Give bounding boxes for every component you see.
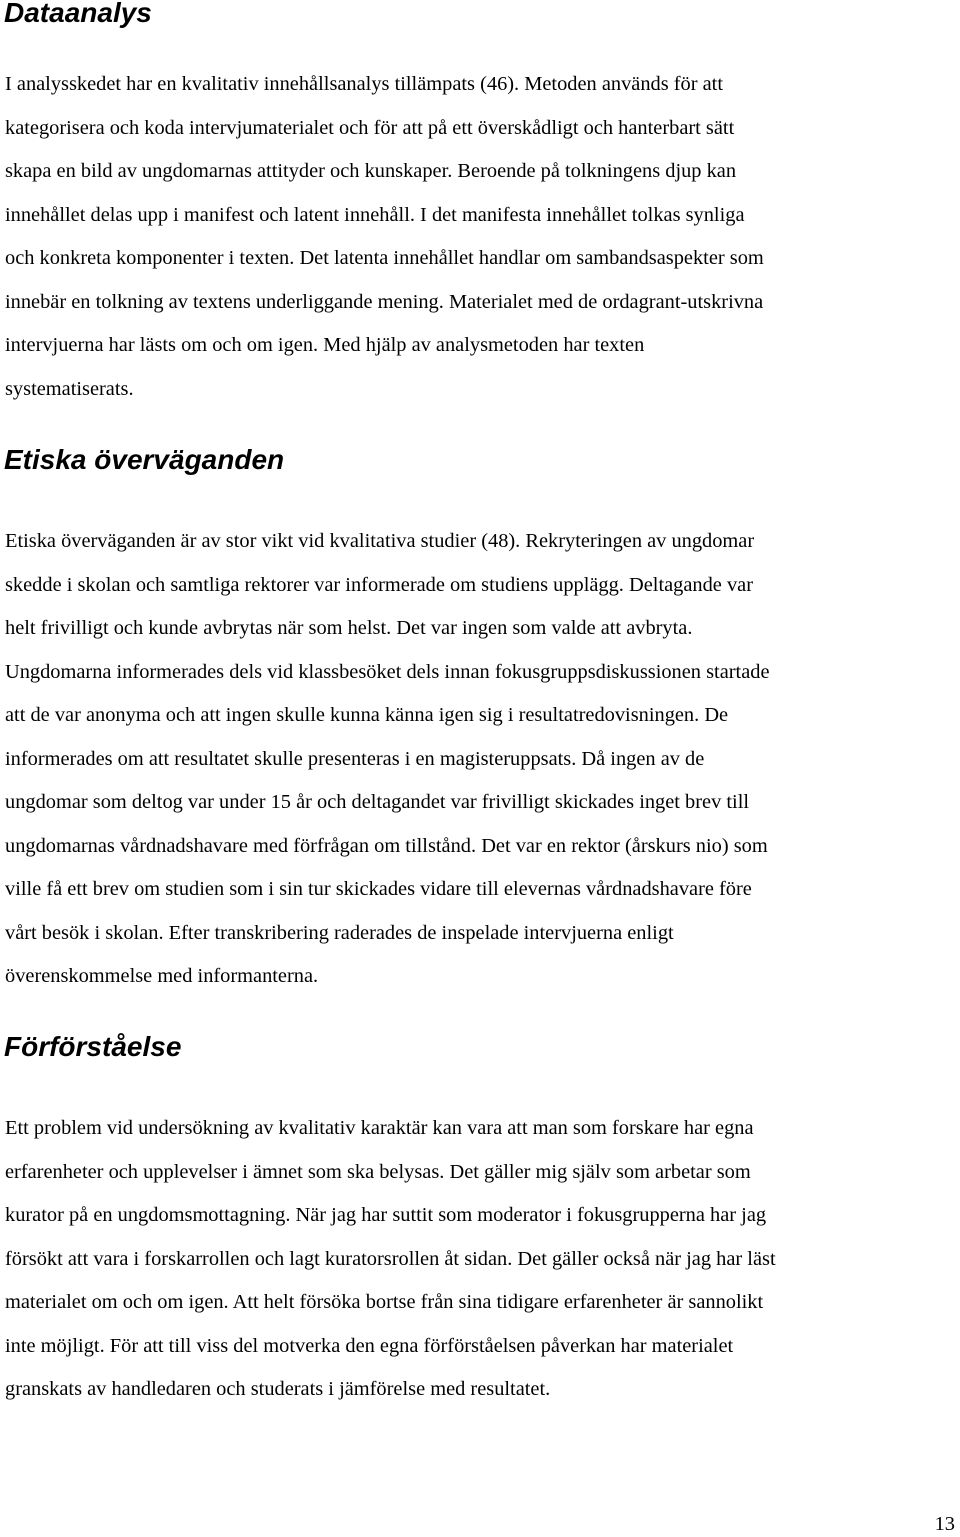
text-line: ungdomarnas vårdnadshavare med förfrågan om tillstånd. Det var en rektor (årskurs nio) som <box>5 834 768 857</box>
section-heading-dataanalys: Dataanalys <box>4 0 152 28</box>
text-line: intervjuerna har lästs om och om igen. Med hjälp av analysmetoden har texten <box>5 334 645 356</box>
page-number: 13 <box>934 1513 955 1535</box>
text-line: skapa en bild av ungdomarnas attityder och kunskaper. Beroende på tolkningens djup kan <box>5 160 737 182</box>
text-line: kategorisera och koda intervjumaterialet och för att på ett överskådligt och hanterbart sätt <box>5 116 735 139</box>
text-line: Etiska överväganden är av stor vikt vid kvalitativa studier (48). Rekryteringen av ungdomar <box>5 530 755 552</box>
section-paragraph-dataanalys <box>5 63 764 411</box>
text-line: informerades om att resultatet skulle presenteras i en magisteruppsats. Då ingen av de <box>5 747 705 770</box>
text-line: skedde i skolan och samtliga rektorer var informerade om studiens upplägg. Deltagande var <box>5 573 753 596</box>
text-line: innebär en tolkning av textens underliggande mening. Materialet med de ordagrant-utskrivna <box>5 290 764 313</box>
text-line: helt frivilligt och kunde avbrytas när som helst. Det var ingen som valde att avbryta. <box>5 617 693 639</box>
text-line: Ungdomarna informerades dels vid klassbesöket dels innan fokusgruppsdiskussionen startade <box>5 660 770 683</box>
section-heading-etiska-overvaganden: Etiska överväganden <box>4 444 285 475</box>
text-line: Ett problem vid undersökning av kvalitativ karaktär kan vara att man som forskare har egna <box>5 1117 754 1139</box>
text-line: erfarenheter och upplevelser i ämnet som ska belysas. Det gäller mig själv som arbetar som <box>5 1160 751 1183</box>
text-line: vårt besök i skolan. Efter transkribering raderades de inspelade intervjuerna enligt <box>5 921 674 944</box>
text-line: kurator på en ungdomsmottagning. När jag har suttit som moderator i fokusgrupperna har jag <box>5 1204 767 1226</box>
text-line: att de var anonyma och att ingen skulle kunna känna igen sig i resultatredovisningen. De <box>5 704 729 726</box>
section-paragraph-forforstaelse <box>5 1107 776 1412</box>
text-line: försökt att vara i forskarrollen och lagt kuratorsrollen åt sidan. Det gäller också när jag har läst <box>5 1247 776 1270</box>
text-line: inte möjligt. För att till viss del motverka den egna förförståelsen påverkan har materialet <box>5 1334 734 1357</box>
section-paragraph-etiska-overvaganden <box>5 520 770 999</box>
text-line: och konkreta komponenter i texten. Det latenta innehållet handlar om sambandsaspekter som <box>5 247 764 269</box>
text-line: innehållet delas upp i manifest och latent innehåll. I det manifesta innehållet tolkas synliga <box>5 203 745 226</box>
text-line: överenskommelse med informanterna. <box>5 965 319 987</box>
section-heading-forforstaelse: Förförståelse <box>4 1031 182 1062</box>
text-line: I analysskedet har en kvalitativ innehållsanalys tillämpats (46). Metoden används för att <box>5 73 723 95</box>
text-line: ungdomar som deltog var under 15 år och deltagandet var frivilligt skickades inget brev till <box>5 791 750 813</box>
text-line: materialet om och om igen. Att helt försöka bortse från sina tidigare erfarenheter är sannolikt <box>5 1291 764 1313</box>
text-line: granskats av handledaren och studerats i jämförelse med resultatet. <box>5 1378 551 1400</box>
text-line: ville få ett brev om studien som i sin tur skickades vidare till elevernas vårdnadshavare före <box>5 878 752 900</box>
text-line: systematiserats. <box>5 377 134 400</box>
